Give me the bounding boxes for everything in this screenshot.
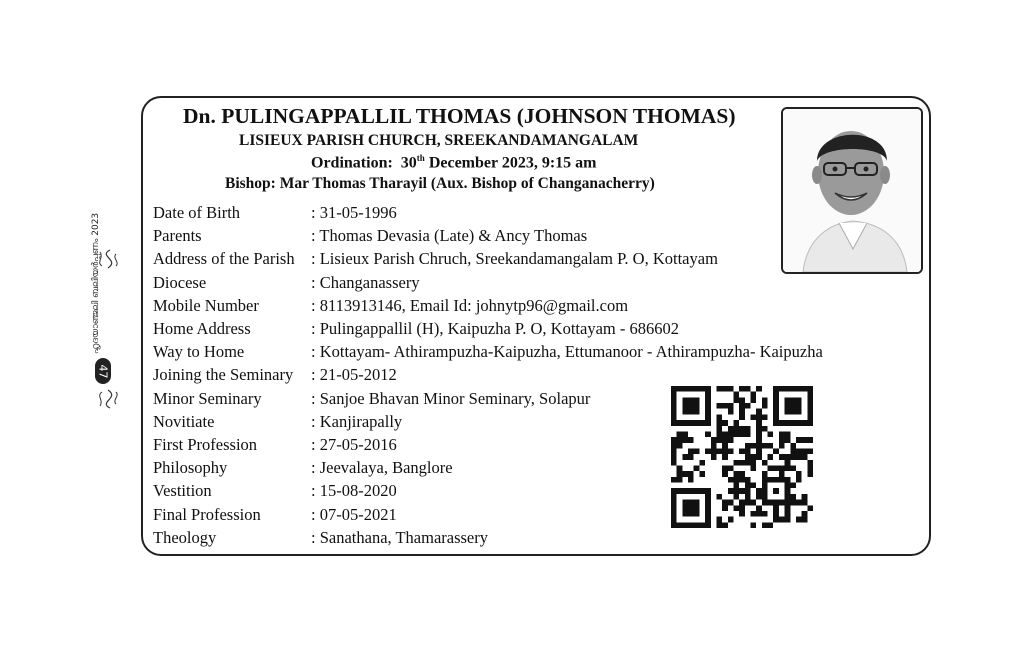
- detail-value: : Changanassery: [311, 272, 420, 292]
- priest-portrait-icon: [783, 109, 921, 272]
- detail-label: Joining the Seminary: [153, 365, 294, 385]
- ordination-card: [141, 96, 931, 556]
- detail-value: : 27-05-2016: [311, 435, 397, 454]
- detail-label: First Profession: [153, 435, 258, 454]
- ordination-date-time: December 2023, 9:15 am: [428, 154, 597, 172]
- detail-value: : Sanjoe Bhavan Minor Seminary, Solapur: [311, 388, 591, 408]
- detail-label: Home Address: [153, 319, 251, 338]
- detail-value: : Pulingappallil (H), Kaipuzha P. O, Kottayam - 686602: [311, 319, 679, 338]
- detail-label: Theology: [153, 527, 217, 547]
- page-number: 47: [96, 364, 110, 378]
- detail-label: Minor Seminary: [153, 388, 262, 408]
- detail-label: Way to Home: [153, 342, 245, 362]
- detail-value: : 21-05-2012: [311, 365, 397, 385]
- parish-church: LISIEUX PARISH CHURCH, SREEKANDAMANGALAM: [239, 132, 639, 149]
- candidate-name: Dn. PULINGAPPALLIL THOMAS (JOHNSON THOMAS): [183, 104, 736, 128]
- detail-label: Final Profession: [153, 504, 261, 524]
- detail-label: Novitiate: [153, 411, 215, 431]
- detail-value: : 07-05-2021: [311, 504, 397, 524]
- ordination-day: 30: [400, 154, 417, 172]
- detail-label: Address of the Parish: [153, 249, 295, 269]
- detail-label: Date of Birth: [153, 203, 241, 222]
- detail-label: Mobile Number: [153, 295, 259, 315]
- detail-label: Parents: [153, 226, 202, 246]
- page-margin-strip: [90, 212, 130, 410]
- detail-value: : Lisieux Parish Chruch, Sreekandamangalam P. O, Kottayam: [311, 249, 718, 269]
- ordination-label: Ordination:: [311, 154, 393, 172]
- detail-value: : Sanathana, Thamarassery: [311, 527, 489, 547]
- detail-label: Diocese: [153, 272, 207, 292]
- detail-label: Philosophy: [153, 458, 228, 478]
- detail-value: : Jeevalaya, Banglore: [311, 458, 453, 478]
- qr-code-icon: [671, 386, 813, 528]
- detail-value: : Thomas Devasia (Late) & Ancy Thomas: [311, 226, 588, 246]
- ordination-day-suffix: th: [416, 153, 425, 163]
- detail-value: : Kanjirapally: [311, 411, 403, 431]
- detail-value: : 8113913146, Email Id: johnytp96@gmail.com: [311, 295, 629, 315]
- publication-title: ഹൃദയാഞ്ജലി ബലിയർപ്പണം 2023: [91, 212, 101, 354]
- ordination-line: [311, 153, 596, 172]
- page-number-badge: [95, 358, 111, 384]
- detail-value: : Kottayam- Athirampuzha-Kaipuzha, Ettumanoor - Athirampuzha- Kaipuzha: [311, 342, 823, 362]
- detail-value: : 31-05-1996: [311, 203, 397, 222]
- detail-value: : 15-08-2020: [311, 481, 397, 501]
- detail-label: Vestition: [153, 481, 212, 501]
- ordaining-bishop: Bishop: Mar Thomas Tharayil (Aux. Bishop of Changanacherry): [225, 175, 655, 192]
- portrait-photo: [781, 107, 923, 274]
